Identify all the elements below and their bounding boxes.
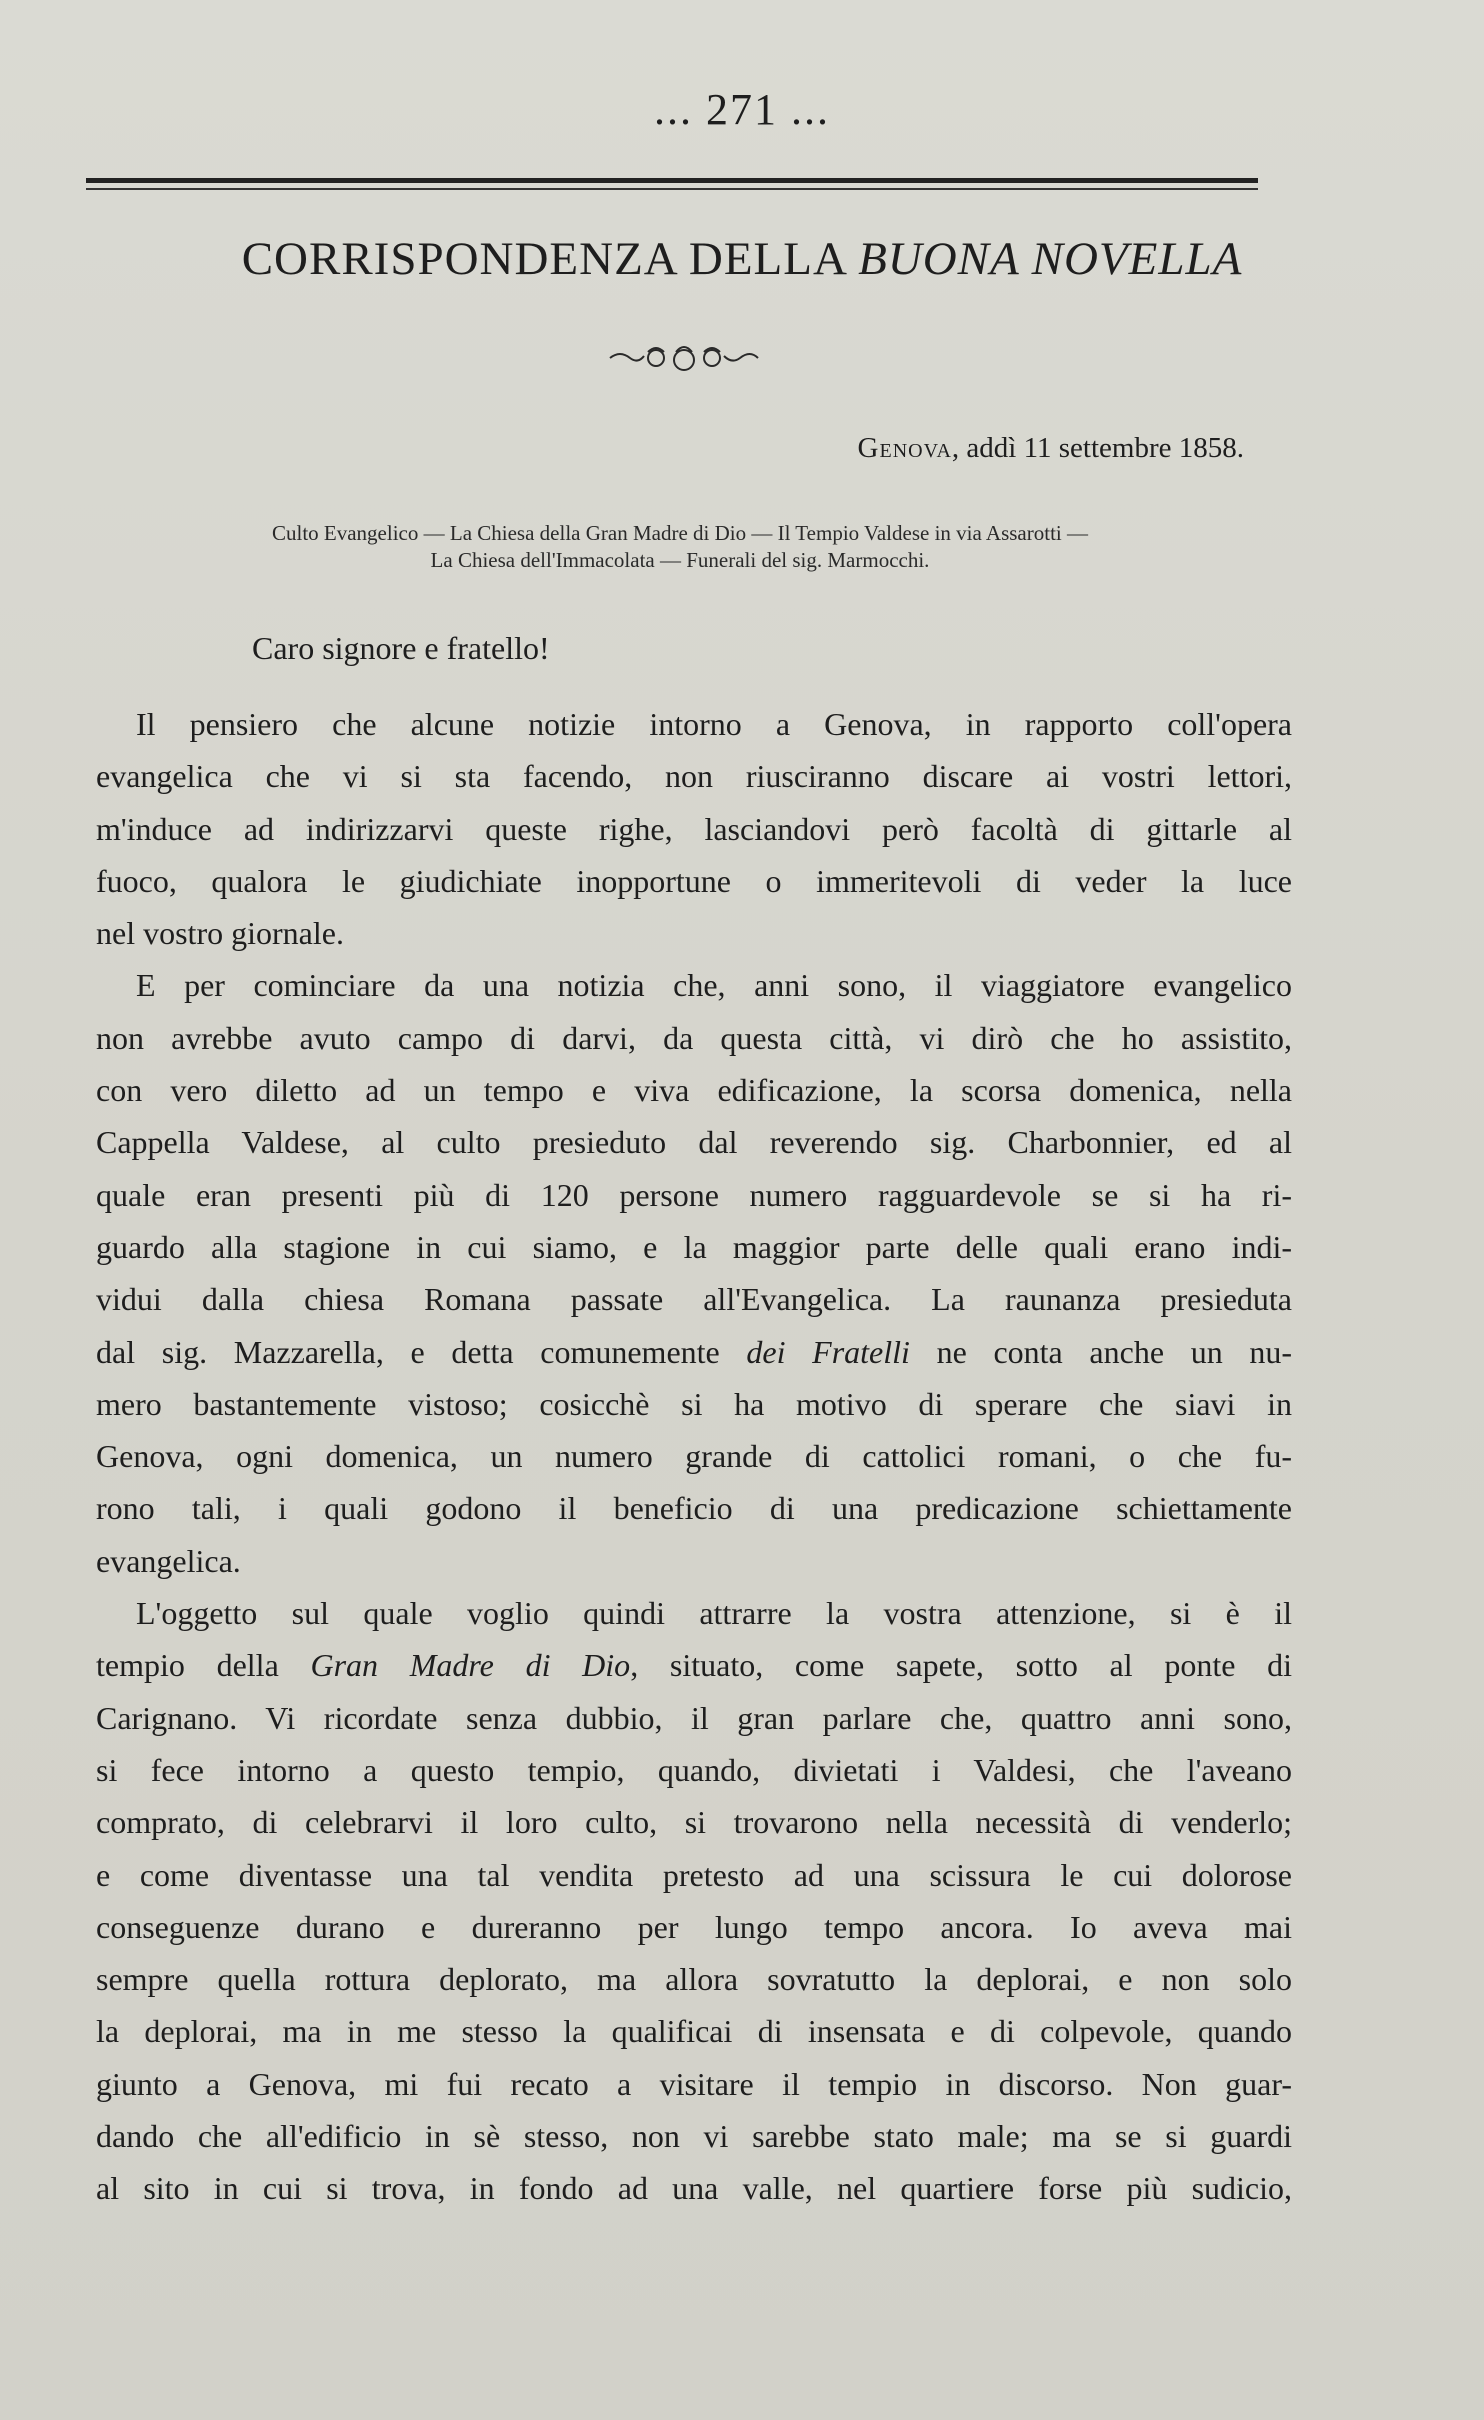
floral-ornament-icon [604, 338, 764, 378]
text-line [96, 1796, 1292, 1848]
header-rule-thick [86, 178, 1258, 183]
summary-line: Culto Evangelico — La Chiesa della Gran Madre di Dio — Il Tempio Valdese in via Assarotti — [271, 521, 1088, 545]
article-summary [100, 520, 1260, 574]
text-line [96, 907, 1292, 959]
text-line [96, 1116, 1292, 1168]
text-segment: L'oggetto sul quale voglio quindi attrarre la vostra attenzione, si è il [136, 1595, 1292, 1632]
text-line [96, 1692, 1292, 1744]
text-line [96, 1535, 1292, 1587]
text-segment: fuoco, qualora le giudichiate inopportune o immeritevoli di veder la luce [96, 862, 1292, 899]
text-line [96, 1064, 1292, 1116]
text-line [96, 1378, 1292, 1430]
summary-line: La Chiesa dell'Immacolata — Funerali del sig. Marmocchi. [430, 548, 930, 572]
text-segment: sempre quella rottura deplorato, ma allora sovratutto la deplorai, e non solo [96, 1961, 1292, 1998]
text-line [96, 698, 1292, 750]
text-segment: vidui dalla chiesa Romana passate all'Evangelica. La raunanza presieduta [96, 1281, 1292, 1318]
text-line [96, 1639, 1292, 1691]
italic-segment: dei Fratelli [746, 1333, 910, 1370]
text-line [96, 1482, 1292, 1534]
text-line [96, 959, 1292, 1011]
title-part-1: CORRISPONDENZA DELLA [241, 233, 859, 285]
text-line [96, 1744, 1292, 1796]
salutation: Caro signore e fratello! [252, 630, 550, 666]
text-segment: quale eran presenti più di 120 persone numero ragguardevole se si ha ri- [96, 1176, 1292, 1213]
text-segment: Il pensiero che alcune notizie intorno a Genova, in rapporto coll'opera [136, 706, 1292, 742]
text-line [96, 750, 1292, 802]
text-line [96, 2005, 1292, 2057]
text-segment: giunto a Genova, mi fui recato a visitare il tempio in discorso. Non guar- [96, 2065, 1292, 2102]
text-segment: nel vostro giornale. [96, 915, 344, 952]
text-line [96, 1849, 1292, 1901]
header-rule-thin [86, 188, 1258, 190]
text-line [96, 1169, 1292, 1221]
text-line [96, 1273, 1292, 1325]
text-segment: Genova, ogni domenica, un numero grande di cattolici romani, o che fu- [96, 1438, 1292, 1475]
text-segment: dando che all'edificio in sè stesso, non vi sarebbe stato male; ma se si guardi [96, 2118, 1292, 2155]
text-line [96, 803, 1292, 855]
body-text [96, 698, 1292, 2215]
text-segment: Carignano. Vi ricordate senza dubbio, il gran parlare che, quattro anni sono, [96, 1699, 1292, 1736]
text-segment: la deplorai, ma in me stesso la qualificai di insensata e di colpevole, quando [96, 2013, 1292, 2050]
text-line [96, 1326, 1292, 1378]
text-line [96, 1221, 1292, 1273]
text-segment: E per cominciare da una notizia che, anni sono, il viaggiatore evangelico [136, 967, 1292, 1004]
text-segment: Cappella Valdese, al culto presieduto dal reverendo sig. Charbonnier, ed al [96, 1124, 1292, 1161]
dateline [858, 432, 1244, 465]
page-number: ... 271 ... [654, 85, 830, 134]
text-segment: guardo alla stagione in cui siamo, e la maggior parte delle quali erano indi- [96, 1228, 1292, 1265]
text-segment: e come diventasse una tal vendita pretesto ad una scissura le cui dolorose [96, 1856, 1292, 1893]
text-line [96, 1012, 1292, 1064]
text-line [96, 1953, 1292, 2005]
text-segment: tempio della [96, 1647, 311, 1684]
text-line [96, 2162, 1292, 2214]
text-segment: dal sig. Mazzarella, e detta comunemente [96, 1333, 747, 1370]
article-title [0, 232, 1484, 286]
dateline-date: , addì 11 settembre 1858. [951, 432, 1244, 464]
dateline-place: Genova [857, 432, 952, 464]
text-line [96, 1901, 1292, 1953]
text-line [96, 1587, 1292, 1639]
text-segment: evangelica che vi si sta facendo, non riusciranno discare ai vostri lettori, [96, 758, 1292, 795]
text-segment: con vero diletto ad un tempo e viva edificazione, la scorsa domenica, nella [96, 1072, 1292, 1109]
text-segment: al sito in cui si trova, in fondo ad una valle, nel quartiere forse più sudicio, [96, 2170, 1292, 2207]
text-segment: rono tali, i quali godono il beneficio di una predicazione schiettamente [96, 1490, 1292, 1527]
text-line [96, 2058, 1292, 2110]
text-segment: comprato, di celebrarvi il loro culto, si trovarono nella necessità di venderlo; [96, 1804, 1292, 1841]
italic-segment: Gran Madre di Dio [310, 1647, 631, 1684]
text-segment: mero bastantemente vistoso; cosicchè si ha motivo di sperare che siavi in [96, 1385, 1292, 1422]
text-segment: conseguenze durano e dureranno per lungo tempo ancora. Io aveva mai [96, 1908, 1292, 1945]
title-part-2: BUONA NOVELLA [858, 233, 1243, 285]
text-segment: , situato, come sapete, sotto al ponte di [630, 1647, 1292, 1684]
text-segment: evangelica. [96, 1542, 241, 1579]
text-segment: m'induce ad indirizzarvi queste righe, lasciandovi però facoltà di gittarle al [96, 810, 1292, 847]
text-segment: non avrebbe avuto campo di darvi, da questa città, vi dirò che ho assistito, [96, 1019, 1292, 1056]
text-line [96, 1430, 1292, 1482]
text-line [96, 855, 1292, 907]
text-segment: si fece intorno a questo tempio, quando, divietati i Valdesi, che l'aveano [96, 1751, 1292, 1788]
text-line [96, 2110, 1292, 2162]
text-segment: ne conta anche un nu- [909, 1333, 1292, 1370]
